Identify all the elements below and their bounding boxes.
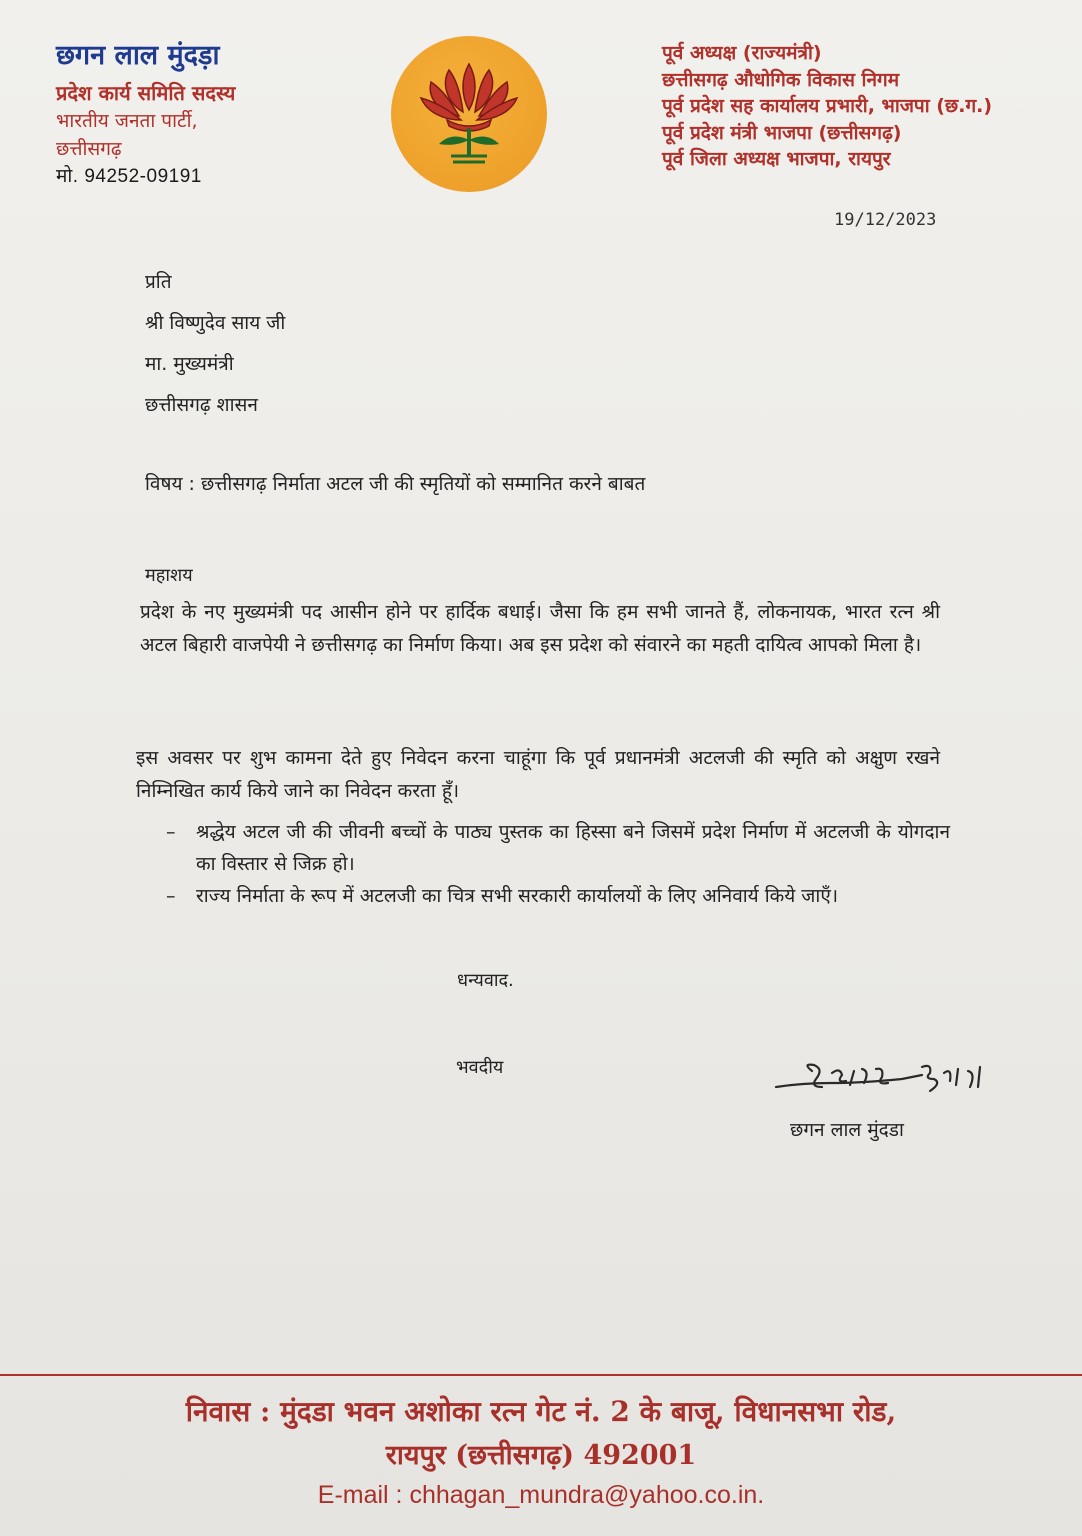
sender-title: प्रदेश कार्य समिति सदस्य	[56, 81, 236, 106]
paragraph-request: इस अवसर पर शुभ कामना देते हुए निवेदन करना चाहूंगा कि पूर्व प्रधानमंत्री अटलजी की स्मृति को अक्षुण रखने निम्निखित कार्य किये जाने का निवेदन करता हूँ।	[136, 747, 940, 802]
handwritten-signature	[772, 1053, 992, 1109]
designation-line: पूर्व प्रदेश सह कार्यालय प्रभारी, भाजपा (छ.ग.)	[662, 95, 993, 118]
addressee-line: मा. मुख्यमंत्री	[145, 353, 234, 375]
letterhead-left	[56, 36, 235, 191]
list-item	[166, 880, 950, 912]
designation-line: छत्तीसगढ़ औधोगिक विकास निगम	[662, 68, 900, 91]
signatory-name: छगन लाल मुंदडा	[790, 1119, 904, 1141]
footer-email: E-mail : chhagan_mundra@yahoo.co.in.	[317, 1481, 765, 1509]
sender-mobile: मो. 94252-09191	[56, 166, 202, 188]
footer-city-line: रायपुर (छत्तीसगढ़) 492001	[385, 1440, 697, 1471]
designation-line: पूर्व अध्यक्ष (राज्यमंत्री)	[662, 42, 822, 64]
sender-name: छगन लाल मुंदड़ा	[56, 40, 220, 71]
dash-marker: –	[166, 885, 176, 907]
list-item	[166, 816, 950, 880]
thanks-text: धन्यवाद.	[457, 970, 514, 991]
sender-state: छत्तीसगढ़	[56, 137, 122, 160]
letter-subject: विषय : छत्तीसगढ़ निर्माता अटल जी की स्मृतियों को सम्मानित करने बाबत	[145, 473, 646, 495]
addressee-line: प्रति	[145, 271, 172, 293]
bjp-lotus-emblem-icon	[391, 36, 547, 192]
closing-text: भवदीय	[456, 1057, 504, 1078]
letter-date: 19/12/2023	[834, 210, 937, 230]
footer-address	[0, 1390, 1082, 1512]
dash-marker: –	[166, 821, 176, 843]
letterhead-right	[662, 40, 992, 173]
addressee-line: छत्तीसगढ़ शासन	[145, 394, 258, 416]
footer-divider	[0, 1374, 1082, 1376]
list-item-text: राज्य निर्माता के रूप में अटलजी का चित्र सभी सरकारी कार्यालयों के लिए अनिवार्य किये जाएँ।	[196, 885, 839, 907]
addressee-line: श्री विष्णुदेव साय जी	[145, 312, 286, 334]
salutation: महाशय	[145, 565, 193, 586]
designation-line: पूर्व जिला अध्यक्ष भाजपा, रायपुर	[662, 148, 891, 171]
designation-line: पूर्व प्रदेश मंत्री भाजपा (छत्तीसगढ़)	[662, 121, 902, 144]
addressee-block	[145, 262, 285, 426]
list-item-text: श्रद्धेय अटल जी की जीवनी बच्चों के पाठ्य पुस्तक का हिस्सा बने जिसमें प्रदेश निर्माण में अटलजी के योगदान का विस्तार से जिक्र हो।	[196, 821, 950, 875]
sender-party: भारतीय जनता पार्टी,	[56, 110, 198, 133]
footer-address-line: निवास : मुंदडा भवन अशोका रत्न गेट नं. 2 के बाजू, विधानसभा रोड,	[185, 1395, 897, 1428]
request-list	[166, 816, 950, 912]
paragraph-congratulations: प्रदेश के नए मुख्यमंत्री पद आसीन होने पर हार्दिक बधाई। जैसा कि हम सभी जानते हैं, लोकनायक, भारत रत्न श्री अटल बिहारी वाजपेयी ने छत्तीसगढ़ का निर्माण किया। अब इस प्रदेश को संवारने का महती दायित्व आपको मिला है।	[140, 601, 940, 656]
